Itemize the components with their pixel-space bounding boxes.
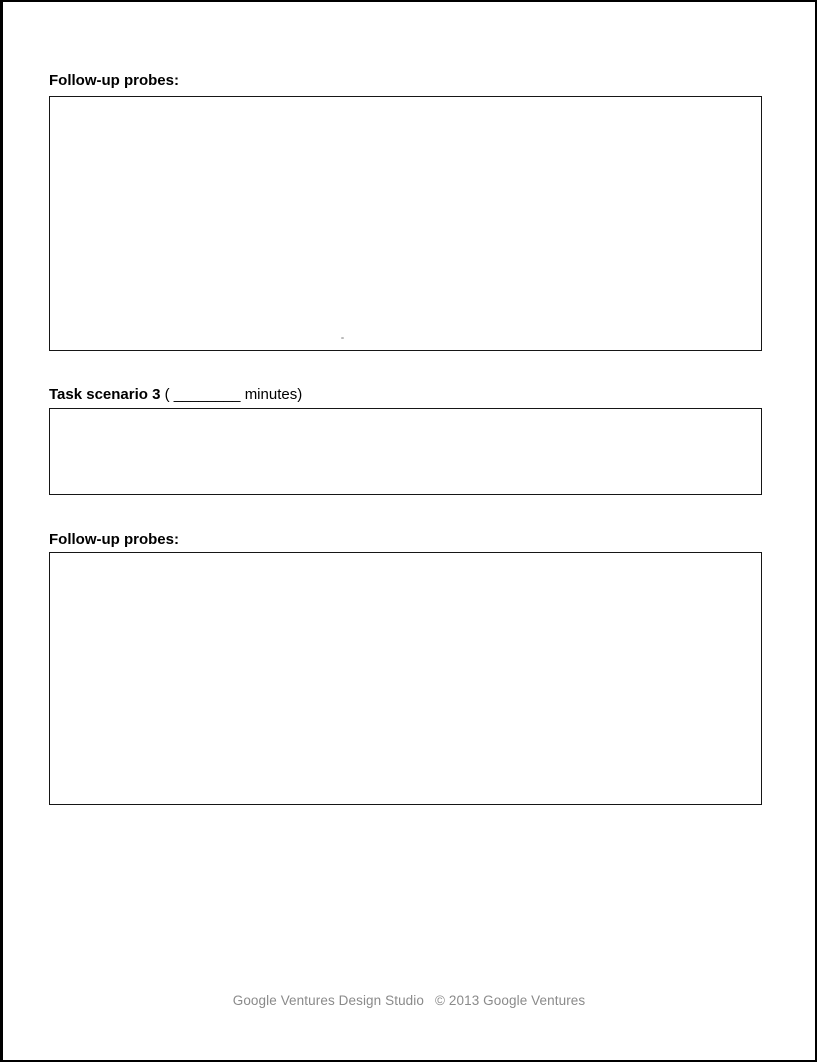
footer-copyright-text: © 2013 Google Ventures <box>435 993 586 1008</box>
follow-up-probes-label-1 <box>49 72 179 90</box>
follow-up-probes-notes-box-2 <box>49 552 762 805</box>
follow-up-probes-notes-box-1 <box>49 96 762 351</box>
page-footer <box>3 993 815 1009</box>
footer-studio-text: Google Ventures Design Studio <box>232 993 424 1008</box>
task-scenario-3-heading: Task scenario 3 <box>49 386 161 403</box>
scan-artifact-dot <box>341 337 344 339</box>
task-scenario-3-box <box>49 408 762 495</box>
follow-up-probes-heading-2: Follow-up probes: <box>49 531 179 548</box>
task-scenario-3-minutes-blank: ( ________ minutes) <box>160 386 303 403</box>
follow-up-probes-heading-1: Follow-up probes: <box>49 72 179 89</box>
task-scenario-3-label <box>49 386 302 404</box>
follow-up-probes-label-2 <box>49 531 179 549</box>
